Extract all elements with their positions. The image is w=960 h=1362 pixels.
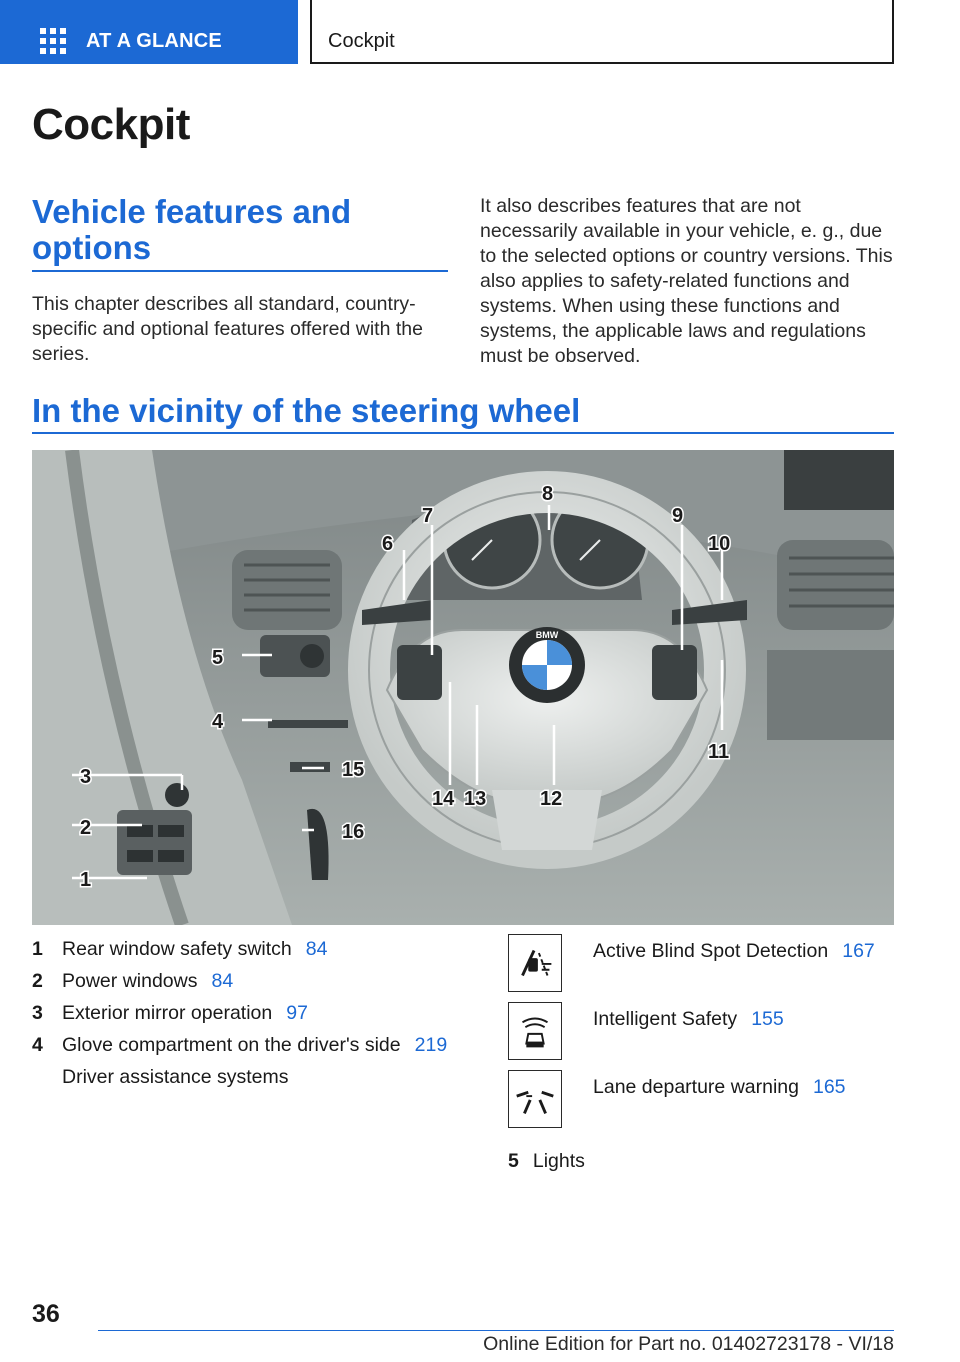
callout-16: 16 [342,821,365,843]
blind-spot-icon [508,934,562,992]
chapter-label: Cockpit [328,30,395,52]
page-link[interactable]: 97 [286,1002,308,1024]
chapter-header [310,0,894,64]
assist-item: Intelligent Safety 155 [508,1002,898,1070]
page-link[interactable]: 84 [211,970,234,992]
legend-item: 1 Rear window safety switch 84 [32,938,328,960]
legend-item: Driver assistance systems [62,1066,289,1088]
lane-departure-icon [508,1070,562,1128]
callout-15: 15 [342,759,365,781]
legend-item: 4 Glove compartment on the driver's side 219 [32,1034,448,1056]
callout-8: 8 [542,483,554,505]
page-number: 36 [32,1300,60,1328]
intelligent-safety-icon [508,1002,562,1060]
callout-9: 9 [672,505,684,527]
page-link[interactable]: 165 [812,1076,846,1098]
callout-10: 10 [708,533,731,555]
callout-6: 6 [382,533,394,555]
callout-2: 2 [80,817,92,839]
assist-item: Active Blind Spot Detection 167 [508,934,898,1002]
page-title: Cockpit [32,100,190,149]
page-link[interactable]: 155 [751,1008,784,1030]
section-heading: In the vicinity of the steering wheel [32,392,581,429]
footer-rule [98,1330,894,1331]
grid-menu-icon[interactable] [40,28,66,54]
intro-heading: Vehicle features and options [32,193,352,266]
callout-12: 12 [540,788,563,810]
legend-item: 2 Power windows 84 [32,970,234,992]
steering-wheel-illustration [32,450,894,925]
callout-1: 1 [80,869,92,891]
callout-5: 5 [212,647,224,669]
page-link[interactable]: 219 [414,1034,448,1056]
section-label[interactable]: AT A GLANCE [86,30,222,52]
heading-rule [32,270,448,272]
page-link[interactable]: 167 [842,940,875,962]
callout-3: 3 [80,766,92,788]
logo-text: BMW [535,630,559,640]
edition-text: Online Edition for Part no. 01402723178 - VI/18 [483,1333,894,1355]
legend-list [32,936,452,1096]
callout-14: 14 [432,788,455,810]
callout-7: 7 [422,505,434,527]
callout-11: 11 [708,741,730,763]
legend-item: 3 Exterior mirror operation 97 [32,1002,308,1024]
intro-paragraph-left: This chapter describes all standard, country-specific and optional features offered with the series. [32,293,423,365]
callout-13: 13 [464,788,487,810]
section-rule [32,432,894,434]
intro-paragraph-right: It also describes features that are not necessarily available in your vehicle, e. g., due to the selected options or country versions. This also applies to safety-related functions and systems. When using these functions and systems, the applicable laws and regulations must be observed. [480,195,893,367]
page-link[interactable]: 84 [305,938,328,960]
legend-item-5: 5 Lights [508,1150,585,1172]
assist-item: Lane departure warning 165 [508,1070,898,1138]
callout-4: 4 [212,711,224,733]
assist-list [508,934,898,1138]
